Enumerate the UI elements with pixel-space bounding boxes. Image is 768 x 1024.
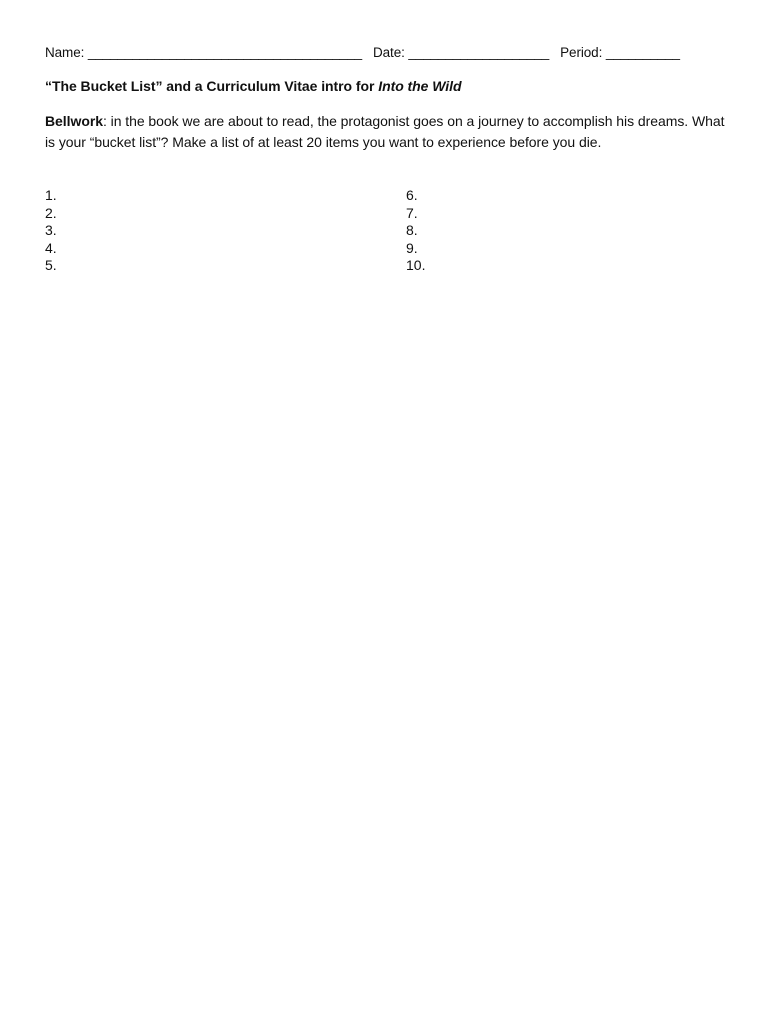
bucket-list-left-column: [45, 187, 57, 275]
bellwork-text: : in the book we are about to read, the protagonist goes on a journey to accomplish his dreams. What is your “bucket list”? Make a list of at least 20 items you want to experience before you die.: [45, 113, 725, 150]
title-main: “The Bucket List” and a Curriculum Vitae intro for: [45, 78, 375, 94]
name-label: Name:: [45, 45, 85, 60]
list-item: 8.: [406, 222, 418, 239]
worksheet-title: [45, 78, 461, 94]
date-label: Date:: [372, 45, 405, 60]
period-blank: __________: [605, 45, 680, 60]
bellwork-label: Bellwork: [45, 113, 103, 129]
list-item: 4.: [45, 239, 57, 256]
list-item: 7.: [406, 204, 418, 221]
list-item: 9.: [406, 239, 418, 256]
worksheet-page: [45, 0, 725, 1024]
list-item: 3.: [45, 222, 57, 239]
period-label: Period:: [560, 45, 603, 60]
bucket-list-right-column: [406, 187, 425, 275]
list-item: 5.: [45, 257, 57, 274]
name-blank: _____________________________________: [87, 45, 363, 60]
list-item: 6.: [406, 187, 418, 203]
student-info-line: [45, 45, 721, 60]
date-blank: ___________________: [408, 45, 550, 60]
list-item: 10.: [406, 257, 426, 274]
bellwork-prompt: [45, 111, 725, 152]
list-item: 1.: [45, 187, 57, 203]
title-book: Into the Wild: [378, 78, 462, 94]
list-item: 2.: [45, 204, 57, 221]
